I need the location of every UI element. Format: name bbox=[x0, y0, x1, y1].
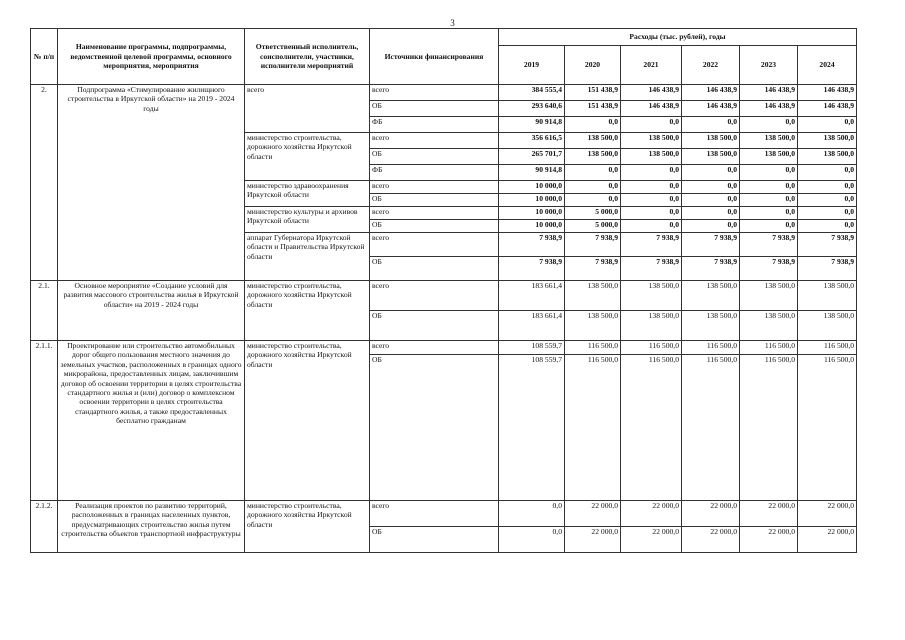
funding-source: всего bbox=[370, 85, 499, 101]
expense-value: 384 555,4 bbox=[499, 85, 565, 101]
expense-value: 7 938,9 bbox=[798, 233, 857, 257]
expense-value: 0,0 bbox=[565, 181, 621, 194]
expense-value: 138 500,0 bbox=[740, 149, 798, 165]
expense-value: 138 500,0 bbox=[798, 149, 857, 165]
expense-value: 116 500,0 bbox=[621, 355, 682, 501]
expense-value: 10 000,0 bbox=[499, 220, 565, 233]
expense-value: 7 938,9 bbox=[565, 233, 621, 257]
expense-value: 0,0 bbox=[621, 181, 682, 194]
expense-value: 138 500,0 bbox=[798, 281, 857, 311]
expense-value: 138 500,0 bbox=[740, 281, 798, 311]
expense-value: 0,0 bbox=[499, 527, 565, 553]
header-year: 2023 bbox=[740, 46, 798, 85]
expense-value: 138 500,0 bbox=[798, 133, 857, 149]
funding-source: ФБ bbox=[370, 165, 499, 181]
expense-value: 138 500,0 bbox=[798, 311, 857, 341]
executor-name: всего bbox=[245, 85, 370, 133]
expense-value: 22 000,0 bbox=[798, 501, 857, 527]
page-number: 3 bbox=[450, 18, 455, 28]
funding-source: ОБ bbox=[370, 355, 499, 501]
expense-value: 7 938,9 bbox=[798, 257, 857, 281]
expense-value: 146 438,9 bbox=[798, 85, 857, 101]
expense-value: 0,0 bbox=[798, 194, 857, 207]
funding-source: всего bbox=[370, 341, 499, 355]
program-name: Проектирование или строительство автомобильных дорог общего пользования местного значения до земельных участков, расположенных в границах одного микрорайона, предоставленных лицам, заключившим договор об освоении территории в целях строительства стандартного жилья и (или) договор о комплексном освоении территории в целях строительства стандартного жилья, а также предоставленных бесплатно гражданам bbox=[58, 341, 245, 501]
executor-name: министерство строительства, дорожного хозяйства Иркутской области bbox=[245, 281, 370, 341]
expense-value: 138 500,0 bbox=[565, 281, 621, 311]
expense-value: 146 438,9 bbox=[621, 85, 682, 101]
expense-value: 0,0 bbox=[682, 165, 740, 181]
expense-value: 90 914,8 bbox=[499, 117, 565, 133]
funding-source: всего bbox=[370, 207, 499, 220]
executor-name: министерство культуры и архивов Иркутской области bbox=[245, 207, 370, 233]
funding-source: всего bbox=[370, 501, 499, 527]
expense-value: 0,0 bbox=[740, 194, 798, 207]
expense-value: 5 000,0 bbox=[565, 220, 621, 233]
funding-source: ОБ bbox=[370, 527, 499, 553]
header-year: 2019 bbox=[499, 46, 565, 85]
expense-value: 146 438,9 bbox=[798, 101, 857, 117]
expense-value: 116 500,0 bbox=[682, 341, 740, 355]
expense-value: 0,0 bbox=[565, 117, 621, 133]
expense-value: 116 500,0 bbox=[798, 355, 857, 501]
expense-value: 0,0 bbox=[682, 220, 740, 233]
funding-source: ФБ bbox=[370, 117, 499, 133]
expense-value: 0,0 bbox=[740, 220, 798, 233]
expense-value: 116 500,0 bbox=[565, 355, 621, 501]
funding-source: ОБ bbox=[370, 257, 499, 281]
expense-value: 0,0 bbox=[621, 117, 682, 133]
expense-value: 293 640,6 bbox=[499, 101, 565, 117]
funding-source: ОБ bbox=[370, 220, 499, 233]
expense-value: 7 938,9 bbox=[682, 257, 740, 281]
expense-value: 90 914,8 bbox=[499, 165, 565, 181]
executor-name: министерство строительства, дорожного хозяйства Иркутской области bbox=[245, 501, 370, 553]
table-row bbox=[31, 281, 857, 311]
expense-value: 138 500,0 bbox=[682, 281, 740, 311]
expense-value: 108 559,7 bbox=[499, 355, 565, 501]
expense-value: 7 938,9 bbox=[499, 233, 565, 257]
table-row bbox=[31, 341, 857, 355]
expense-value: 7 938,9 bbox=[740, 233, 798, 257]
budget-table bbox=[30, 28, 857, 553]
expense-value: 146 438,9 bbox=[740, 101, 798, 117]
expense-value: 138 500,0 bbox=[565, 133, 621, 149]
funding-source: ОБ bbox=[370, 149, 499, 165]
expense-value: 22 000,0 bbox=[682, 527, 740, 553]
expense-value: 0,0 bbox=[740, 181, 798, 194]
program-name: Реализация проектов по развитию территорий, расположенных в границах населенных пунктов, предусматривающих строительство жилья путем строительства объектов транспортной инфраструктуры bbox=[58, 501, 245, 553]
funding-source: ОБ bbox=[370, 311, 499, 341]
expense-value: 138 500,0 bbox=[565, 149, 621, 165]
expense-value: 0,0 bbox=[798, 207, 857, 220]
expense-value: 0,0 bbox=[565, 194, 621, 207]
executor-name: министерство строительства, дорожного хозяйства Иркутской области bbox=[245, 133, 370, 181]
expense-value: 7 938,9 bbox=[499, 257, 565, 281]
expense-value: 151 438,9 bbox=[565, 101, 621, 117]
expense-value: 22 000,0 bbox=[798, 527, 857, 553]
row-number: 2. bbox=[31, 85, 58, 281]
header-year: 2024 bbox=[798, 46, 857, 85]
expense-value: 138 500,0 bbox=[682, 149, 740, 165]
expense-value: 5 000,0 bbox=[565, 207, 621, 220]
expense-value: 10 000,0 bbox=[499, 207, 565, 220]
expense-value: 146 438,9 bbox=[621, 101, 682, 117]
expense-value: 0,0 bbox=[740, 207, 798, 220]
expense-value: 265 701,7 bbox=[499, 149, 565, 165]
expense-value: 0,0 bbox=[682, 117, 740, 133]
funding-source: всего bbox=[370, 281, 499, 311]
expense-value: 22 000,0 bbox=[740, 527, 798, 553]
expense-value: 138 500,0 bbox=[682, 311, 740, 341]
expense-value: 356 616,5 bbox=[499, 133, 565, 149]
expense-value: 138 500,0 bbox=[740, 133, 798, 149]
expense-value: 0,0 bbox=[682, 181, 740, 194]
program-name: Основное мероприятие «Создание условий для развития массового строительства жилья в Иркутской области» на 2019 - 2024 годы bbox=[58, 281, 245, 341]
expense-value: 7 938,9 bbox=[682, 233, 740, 257]
program-name: Подпрограмма «Стимулирование жилищного строительства в Иркутской области» на 2019 - 2024 годы bbox=[58, 85, 245, 281]
expense-value: 10 000,0 bbox=[499, 181, 565, 194]
expense-value: 22 000,0 bbox=[682, 501, 740, 527]
expense-value: 7 938,9 bbox=[740, 257, 798, 281]
expense-value: 183 661,4 bbox=[499, 311, 565, 341]
expense-value: 22 000,0 bbox=[740, 501, 798, 527]
expense-value: 0,0 bbox=[798, 181, 857, 194]
expense-value: 0,0 bbox=[565, 165, 621, 181]
expense-value: 146 438,9 bbox=[682, 101, 740, 117]
expense-value: 138 500,0 bbox=[621, 311, 682, 341]
executor-name: аппарат Губернатора Иркутской области и Правительства Иркутской области bbox=[245, 233, 370, 281]
expense-value: 0,0 bbox=[499, 501, 565, 527]
header-year: 2021 bbox=[621, 46, 682, 85]
expense-value: 116 500,0 bbox=[565, 341, 621, 355]
expense-value: 0,0 bbox=[740, 117, 798, 133]
expense-value: 0,0 bbox=[798, 117, 857, 133]
table-row bbox=[31, 85, 857, 101]
expense-value: 138 500,0 bbox=[621, 133, 682, 149]
expense-value: 22 000,0 bbox=[621, 501, 682, 527]
executor-name: министерство строительства, дорожного хозяйства Иркутской области bbox=[245, 341, 370, 501]
expense-value: 151 438,9 bbox=[565, 85, 621, 101]
funding-source: ОБ bbox=[370, 194, 499, 207]
expense-value: 108 559,7 bbox=[499, 341, 565, 355]
expense-value: 7 938,9 bbox=[565, 257, 621, 281]
header-executor: Ответственный исполнитель, соисполнители, участники, исполнители мероприятий bbox=[245, 29, 370, 85]
header-name: Наименование программы, подпрограммы, ведомственной целевой программы, основного мероприятия, мероприятия bbox=[58, 29, 245, 85]
header-num: № п/п bbox=[31, 29, 58, 85]
expense-value: 0,0 bbox=[798, 165, 857, 181]
funding-source: всего bbox=[370, 181, 499, 194]
row-number: 2.1.1. bbox=[31, 341, 58, 501]
table-body bbox=[31, 85, 857, 553]
expense-value: 138 500,0 bbox=[621, 281, 682, 311]
table-row bbox=[31, 501, 857, 527]
expense-value: 0,0 bbox=[682, 207, 740, 220]
expense-value: 0,0 bbox=[621, 220, 682, 233]
expense-value: 116 500,0 bbox=[798, 341, 857, 355]
expense-value: 7 938,9 bbox=[621, 257, 682, 281]
expense-value: 22 000,0 bbox=[565, 527, 621, 553]
funding-source: ОБ bbox=[370, 101, 499, 117]
expense-value: 116 500,0 bbox=[740, 341, 798, 355]
expense-value: 10 000,0 bbox=[499, 194, 565, 207]
expense-value: 138 500,0 bbox=[621, 149, 682, 165]
expense-value: 0,0 bbox=[682, 194, 740, 207]
funding-source: всего bbox=[370, 133, 499, 149]
executor-name: министерство здравоохранения Иркутской области bbox=[245, 181, 370, 207]
expense-value: 0,0 bbox=[798, 220, 857, 233]
row-number: 2.1.2. bbox=[31, 501, 58, 553]
header-source: Источники финансирования bbox=[370, 29, 499, 85]
expense-value: 0,0 bbox=[621, 165, 682, 181]
expense-value: 0,0 bbox=[621, 207, 682, 220]
expense-value: 22 000,0 bbox=[621, 527, 682, 553]
expense-value: 116 500,0 bbox=[740, 355, 798, 501]
expense-value: 138 500,0 bbox=[682, 133, 740, 149]
expense-value: 146 438,9 bbox=[682, 85, 740, 101]
header-expenses: Расходы (тыс. рублей), годы bbox=[499, 29, 857, 46]
header-year: 2022 bbox=[682, 46, 740, 85]
expense-value: 7 938,9 bbox=[621, 233, 682, 257]
expense-value: 0,0 bbox=[621, 194, 682, 207]
header-year: 2020 bbox=[565, 46, 621, 85]
expense-value: 138 500,0 bbox=[740, 311, 798, 341]
expense-value: 22 000,0 bbox=[565, 501, 621, 527]
expense-value: 116 500,0 bbox=[621, 341, 682, 355]
expense-value: 116 500,0 bbox=[682, 355, 740, 501]
expense-value: 0,0 bbox=[740, 165, 798, 181]
row-number: 2.1. bbox=[31, 281, 58, 341]
expense-value: 138 500,0 bbox=[565, 311, 621, 341]
funding-source: всего bbox=[370, 233, 499, 257]
expense-value: 146 438,9 bbox=[740, 85, 798, 101]
expense-value: 183 661,4 bbox=[499, 281, 565, 311]
